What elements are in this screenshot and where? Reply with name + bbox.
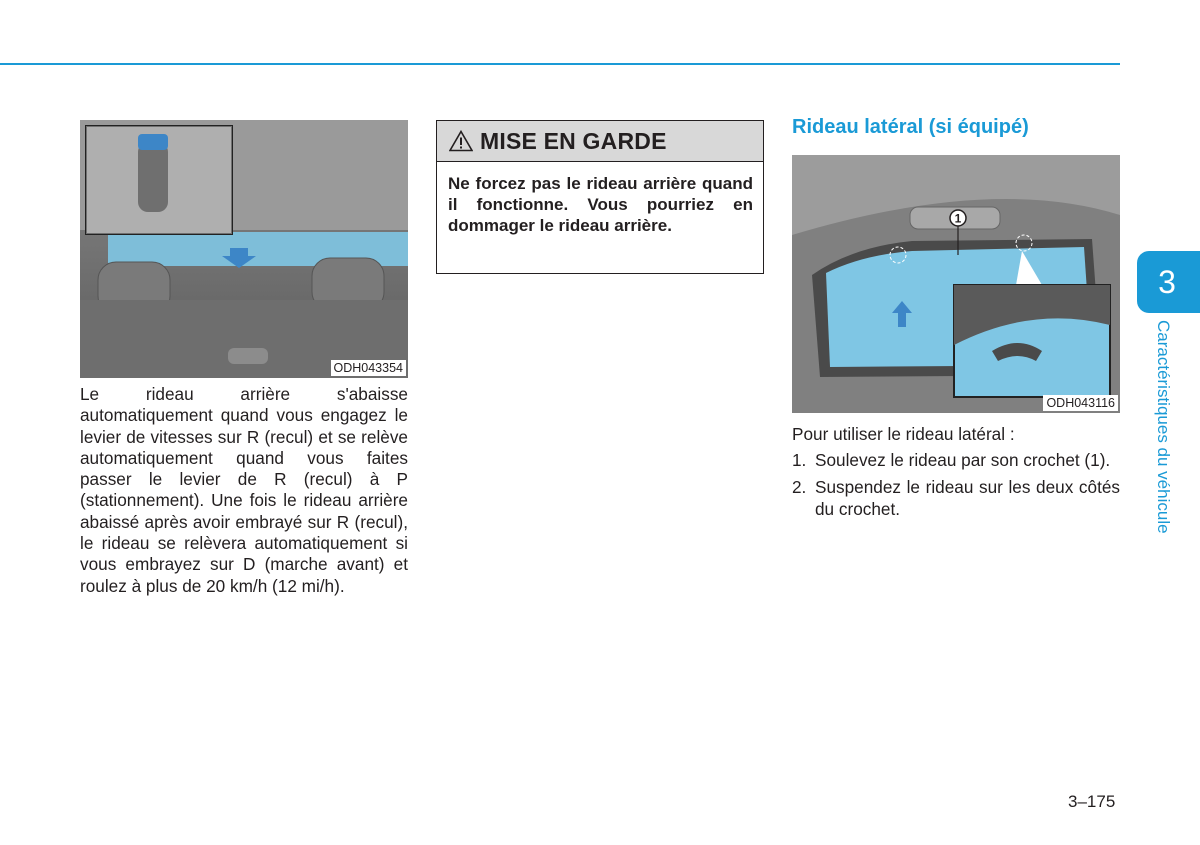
step-text: Suspendez le rideau sur les deux côtés du crochet. xyxy=(815,477,1120,519)
list-item xyxy=(792,450,1120,471)
figure-code: ODH043354 xyxy=(331,360,407,376)
rear-curtain-drawing xyxy=(80,120,408,378)
chapter-tab xyxy=(1137,251,1200,313)
chapter-number: 3 xyxy=(1158,264,1176,300)
step-text: Soulevez le rideau par son crochet (1). xyxy=(815,450,1111,470)
side-curtain-steps xyxy=(792,450,1120,526)
side-curtain-drawing xyxy=(792,155,1120,413)
figure-code: ODH043116 xyxy=(1043,395,1118,411)
caution-title: MISE EN GARDE xyxy=(480,127,667,154)
top-rule xyxy=(0,63,1120,65)
chapter-label: Caractéristiques du véhicule xyxy=(1154,320,1173,534)
section-title: Rideau latéral (si équipé) xyxy=(792,116,1029,138)
warning-triangle-icon xyxy=(449,130,473,152)
rear-curtain-illustration xyxy=(80,120,408,378)
side-curtain-illustration xyxy=(792,155,1120,413)
page-number: 3–175 xyxy=(1068,792,1116,811)
caution-text: Ne forcez pas le rideau arrière quand il fonctionne. Vous pourriez en dommager le rideau arrière. xyxy=(448,174,753,235)
step-number: 2. xyxy=(792,477,807,498)
rear-curtain-description: Le rideau arrière s'abaisse automatiquement quand vous engagez le levier de vitesses sur R (recul) et se relève automatiquement quand vous faites passer le levier de R (recul) à P (stationnement). Une fois le rideau arrière abaissé après avoir embrayé sur R (recul), le rideau se relèvera automatiquement si vous embrayez sur D (marche avant) et roulez à plus de 20 km/h (12 mi/h). xyxy=(80,384,408,596)
caution-header xyxy=(437,121,763,162)
list-item xyxy=(792,477,1120,520)
side-curtain-intro: Pour utiliser le rideau latéral : xyxy=(792,424,1015,444)
caution-box xyxy=(436,120,764,274)
callout-number: 1 xyxy=(954,211,962,226)
step-number: 1. xyxy=(792,450,807,470)
